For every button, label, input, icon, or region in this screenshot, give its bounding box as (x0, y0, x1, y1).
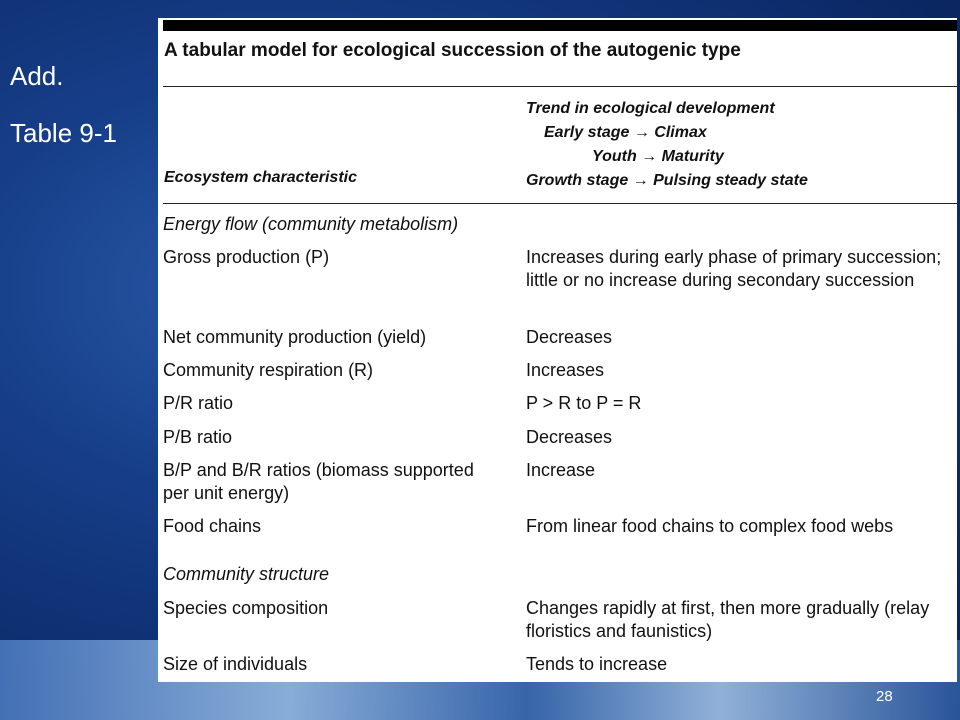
trend-cell: Tends to increase (526, 654, 668, 674)
characteristic-cell: B/P and B/R ratios (biomass supported per unit energy) (163, 460, 474, 503)
trend-header-line: Trend in ecological development (526, 100, 775, 117)
header-rule (163, 203, 957, 204)
slide-number: 28 (876, 688, 893, 705)
trend-header (526, 97, 808, 193)
section-heading: Community structure (163, 564, 330, 584)
trend-cell: Decreases (526, 327, 613, 347)
trend-header-line: Growth stage → Pulsing steady state (526, 172, 808, 189)
table-panel (158, 18, 957, 682)
table-reference-label: Table 9-1 (10, 118, 117, 148)
trend-cell: Changes rapidly at first, then more gradually (relay floristics and faunistics) (526, 598, 930, 641)
add-label: Add. (10, 61, 64, 91)
trend-cell: Increase (526, 460, 596, 480)
characteristic-cell: Species composition (163, 598, 329, 618)
characteristic-cell: Community respiration (R) (163, 360, 374, 380)
characteristic-header: Ecosystem characteristic (164, 169, 357, 186)
trend-header-line: Youth → Maturity (592, 148, 724, 165)
trend-header-line: Early stage → Climax (544, 124, 707, 141)
title-rule (163, 86, 957, 87)
characteristic-cell: Gross production (P) (163, 247, 330, 267)
trend-cell: Decreases (526, 427, 613, 447)
characteristic-cell: Food chains (163, 516, 262, 536)
table-title: A tabular model for ecological succession of the autogenic type (164, 40, 741, 61)
section-heading: Energy flow (community metabolism) (163, 214, 459, 234)
trend-cell: From linear food chains to complex food webs (526, 516, 894, 536)
characteristic-cell: Net community production (yield) (163, 327, 427, 347)
top-rule (163, 20, 957, 31)
trend-cell: Increases during early phase of primary succession; little or no increase during secondary succession (526, 247, 942, 290)
characteristic-cell: P/R ratio (163, 393, 234, 413)
characteristic-cell: Size of individuals (163, 654, 308, 674)
trend-cell: Increases (526, 360, 605, 380)
characteristic-cell: P/B ratio (163, 427, 233, 447)
trend-cell: P > R to P = R (526, 393, 642, 413)
